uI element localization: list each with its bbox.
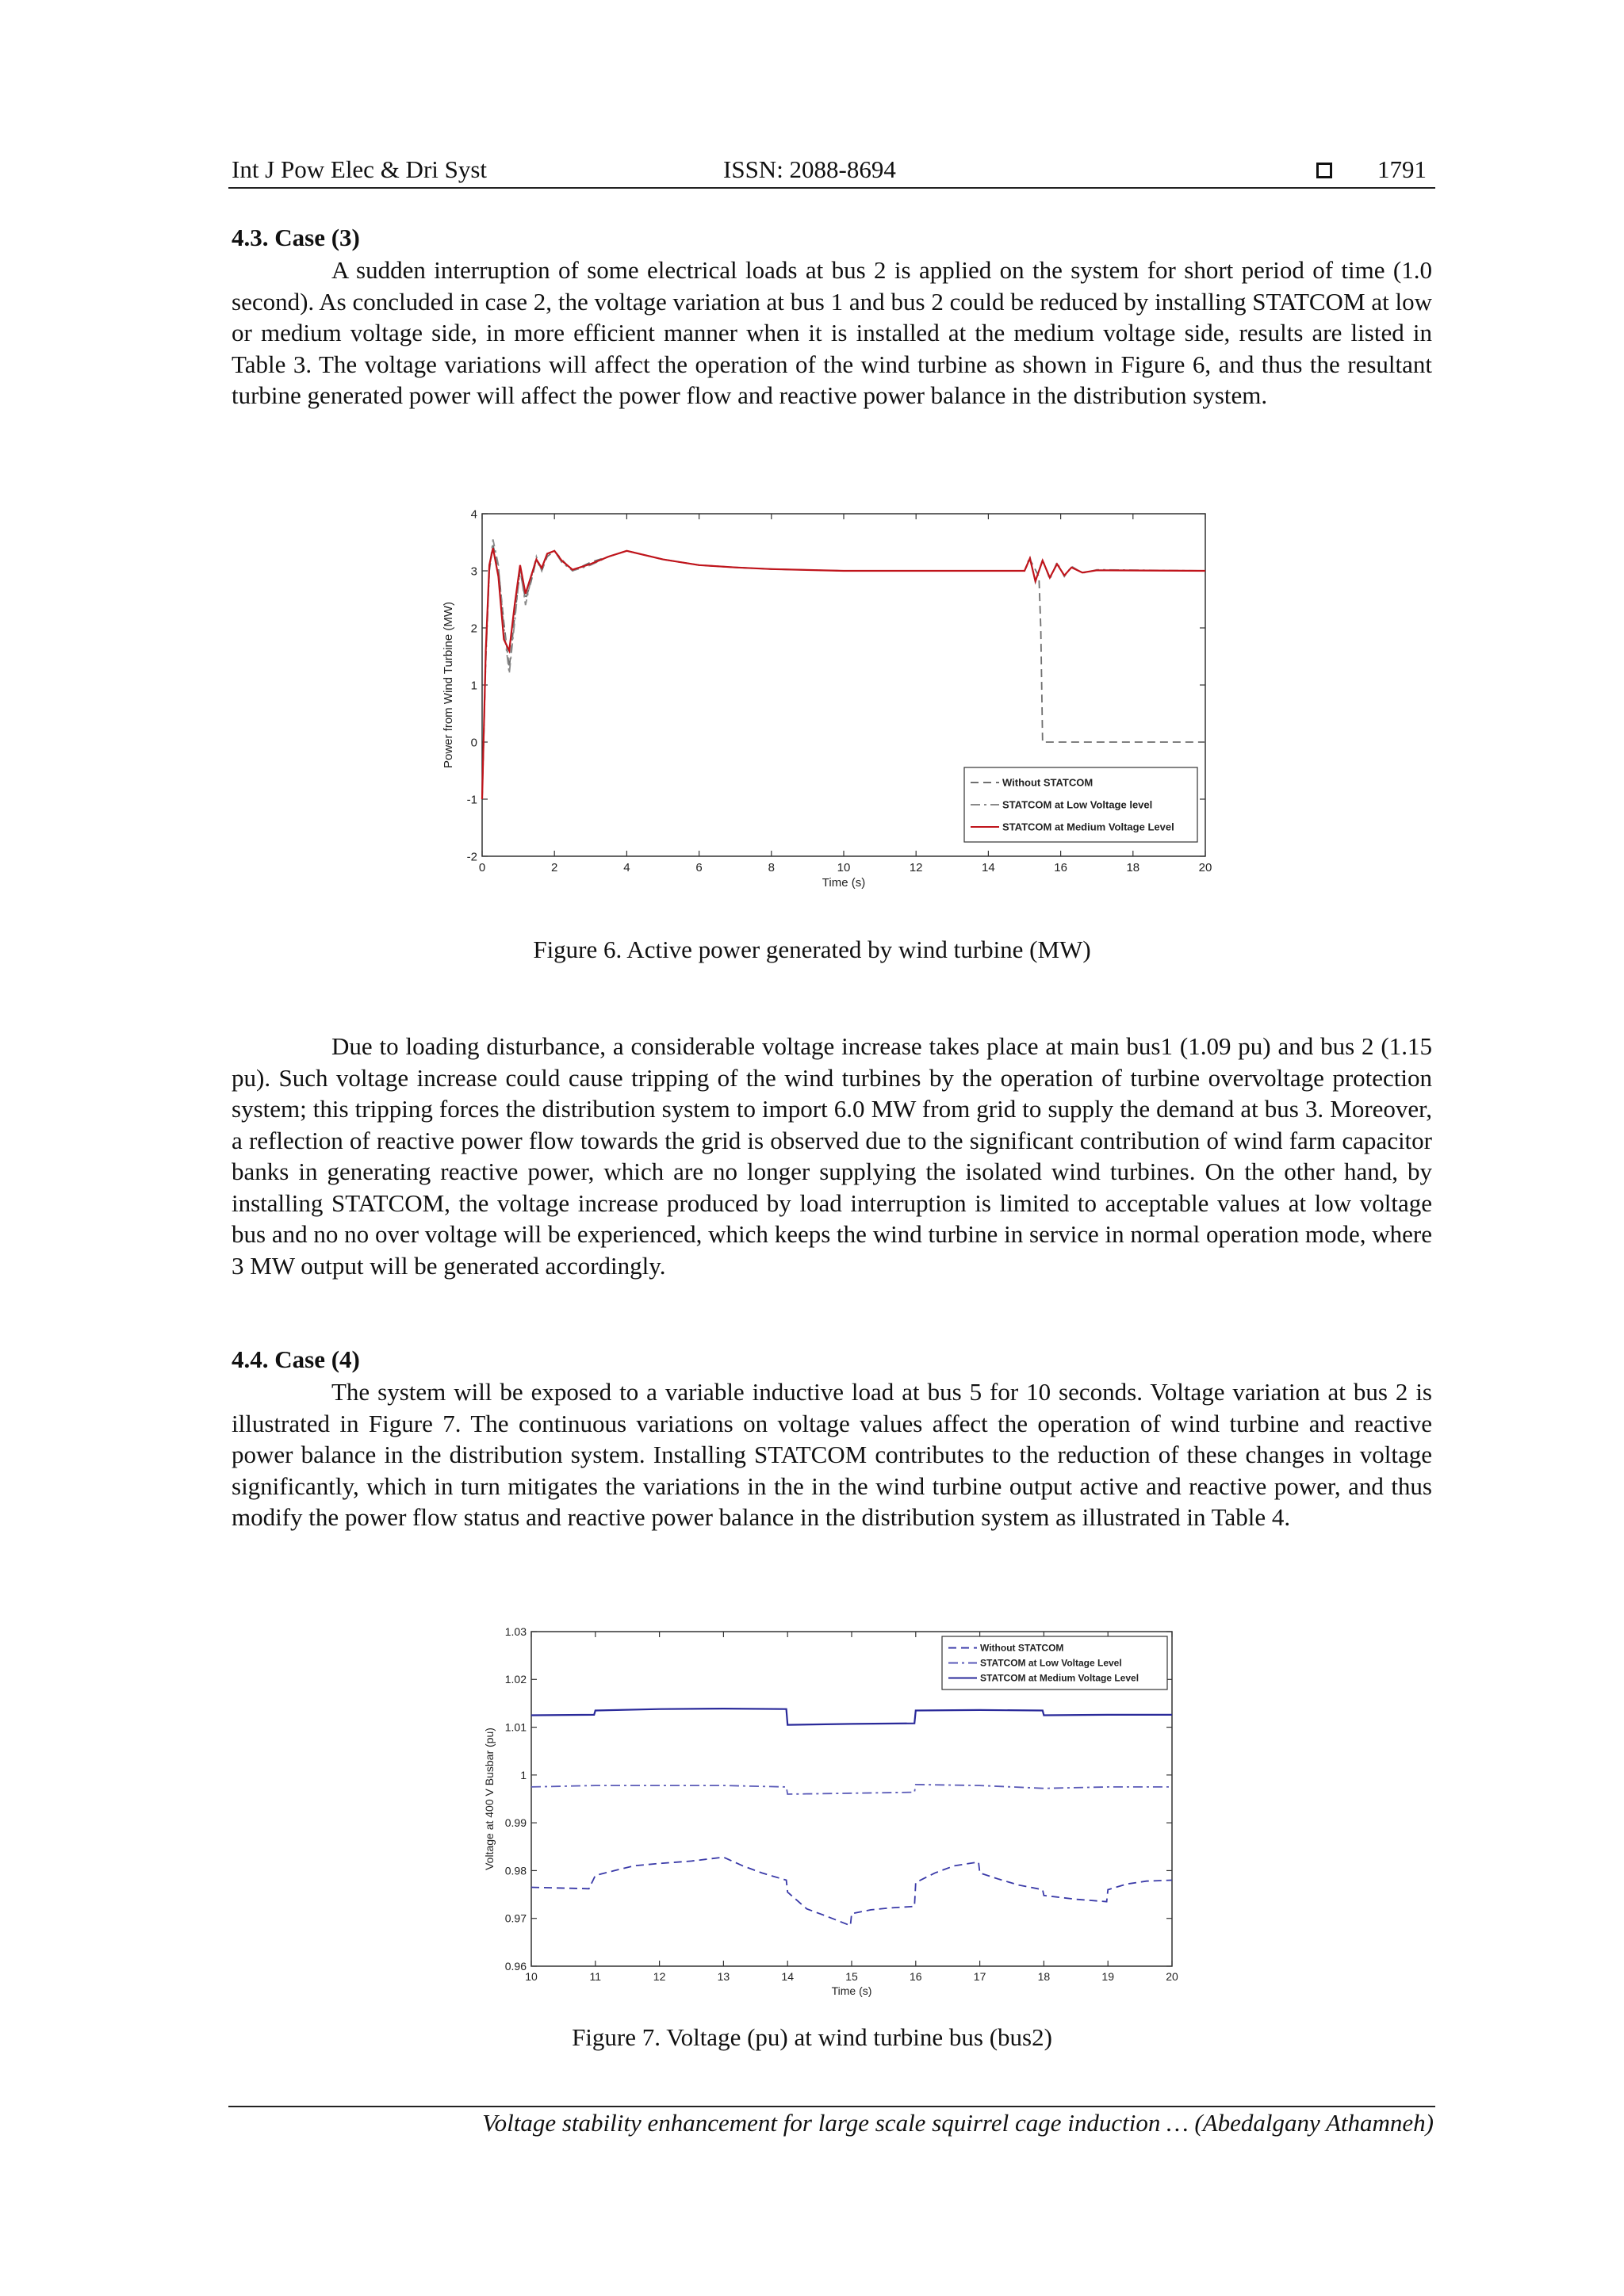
x-tick-label: 18 [1037,1970,1051,1983]
x-tick-label: 14 [781,1970,794,1983]
legend-entry: Without STATCOM [1002,776,1094,789]
y-tick-label: 0.96 [504,1959,527,1973]
page-number: 1791 [1377,155,1427,183]
paragraph-after-figure6: Due to loading disturbance, a considerable voltage increase takes place at main bus1 (1.09 pu) and bus 2 (1.15 pu). Such voltage increase could cause tripping of the wind turbines by the operation of turbine overvoltage protection system; this tripping forces the distribution system to import 6.0 MW from grid to supply the demand at bus 3. Moreover, a reflection of reactive power flow towards the grid is observed due to the significant contribution of wind farm capacitor banks in generating reactive power, which are no longer supplying the isolated wind turbines. On the other hand, by installing STATCOM, the voltage increase produced by load interruption is limited to acceptable values at low voltage bus and no no over voltage will be experienced, which keeps the wind turbine in service in normal operation mode, where 3 MW output will be generated accordingly. [232,1032,1432,1280]
y-tick-label: 1.01 [504,1720,527,1734]
y-tick-label: 2 [470,622,477,636]
y-tick-label: 0.97 [504,1911,527,1925]
x-tick-label: 10 [525,1970,538,1983]
journal-name: Int J Pow Elec & Dri Syst [232,155,488,183]
y-tick-label: 1 [470,679,477,693]
x-tick-label: 6 [695,861,703,874]
x-tick-label: 19 [1101,1970,1114,1983]
legend-entry: Without STATCOM [980,1642,1064,1654]
figure6-chart [435,499,1228,904]
figure7-caption: Figure 7. Voltage (pu) at wind turbine bus (bus2) [572,2023,1052,2051]
legend-entry: STATCOM at Medium Voltage Level [980,1672,1139,1684]
x-tick-label: 0 [478,861,486,874]
y-tick-label: -2 [466,850,477,864]
figure7-chart [476,1617,1189,1998]
y-tick-label: 1 [520,1768,527,1781]
x-tick-label: 18 [1126,861,1140,874]
section-heading-4-3: 4.3. Case (3) [232,224,360,251]
x-tick-label: 17 [973,1970,986,1983]
x-tick-label: 16 [1054,861,1067,874]
footer-text: Voltage stability enhancement for large scale squirrel cage induction … (Abedalgany Athamneh) [482,2109,1434,2137]
x-tick-label: 16 [910,1970,922,1983]
y-tick-label: 1.02 [504,1673,527,1686]
y-tick-label: 0 [470,736,477,750]
y-tick-label: 0.98 [504,1864,527,1877]
legend-entry: STATCOM at Medium Voltage Level [1002,821,1174,833]
page-marker [1316,155,1332,184]
section-4-4-paragraph: The system will be exposed to a variable inductive load at bus 5 for 10 seconds. Voltage variation at bus 2 is illustrated in Figure 7. The continuous variations on voltage values affect the operation of wind turbine and reactive power balance in the distribution system. Installing STATCOM contributes to the reduction of these changes in voltage significantly, which in turn mitigates the variations in the in the wind turbine output active and reactive power, and thus modify the power flow status and reactive power balance in the distribution system as illustrated in Table 4. [232,1378,1432,1531]
figure6-caption: Figure 6. Active power generated by wind turbine (MW) [533,936,1091,963]
x-tick-label: 15 [845,1970,858,1983]
x-axis-label: Time (s) [822,876,866,890]
x-tick-label: 13 [717,1970,730,1983]
section-heading-4-4: 4.4. Case (4) [232,1345,360,1373]
y-tick-label: 0.99 [504,1816,527,1830]
y-tick-label: 1.03 [504,1624,527,1638]
x-tick-label: 14 [982,861,995,874]
square-icon [1316,163,1332,178]
issn: ISSN: 2088-8694 [723,155,896,183]
x-tick-label: 8 [768,861,775,874]
header-rule [228,187,1435,189]
x-tick-label: 12 [653,1970,666,1983]
y-tick-label: 4 [470,507,477,522]
section-4-3-paragraph: A sudden interruption of some electrical loads at bus 2 is applied on the system for short period of time (1.0 second). As concluded in case 2, the voltage variation at bus 1 and bus 2 could be reduced by installing STATCOM at low or medium voltage side, in more efficient manner when it is installed at the medium voltage side, results are listed in Table 3. The voltage variations will affect the operation of the wind turbine as shown in Figure 6, and thus the resultant turbine generated power will affect the power flow and reactive power balance in the distribution system. [232,256,1432,409]
footer-rule [228,2106,1435,2107]
x-axis-label: Time (s) [831,1984,872,1997]
legend-entry: STATCOM at Low Voltage level [1002,798,1153,811]
x-tick-label: 11 [589,1970,602,1983]
y-tick-label: -1 [466,793,477,807]
x-tick-label: 10 [837,861,851,874]
y-tick-label: 3 [470,564,477,579]
y-axis-label: Voltage at 400 V Busbar (pu) [483,1728,496,1870]
x-tick-label: 4 [623,861,630,874]
legend-entry: STATCOM at Low Voltage Level [980,1657,1122,1669]
x-tick-label: 20 [1198,861,1212,874]
x-tick-label: 12 [909,861,923,874]
y-axis-label: Power from Wind Turbine (MW) [442,601,455,769]
x-tick-label: 2 [551,861,558,874]
x-tick-label: 20 [1166,1970,1178,1983]
